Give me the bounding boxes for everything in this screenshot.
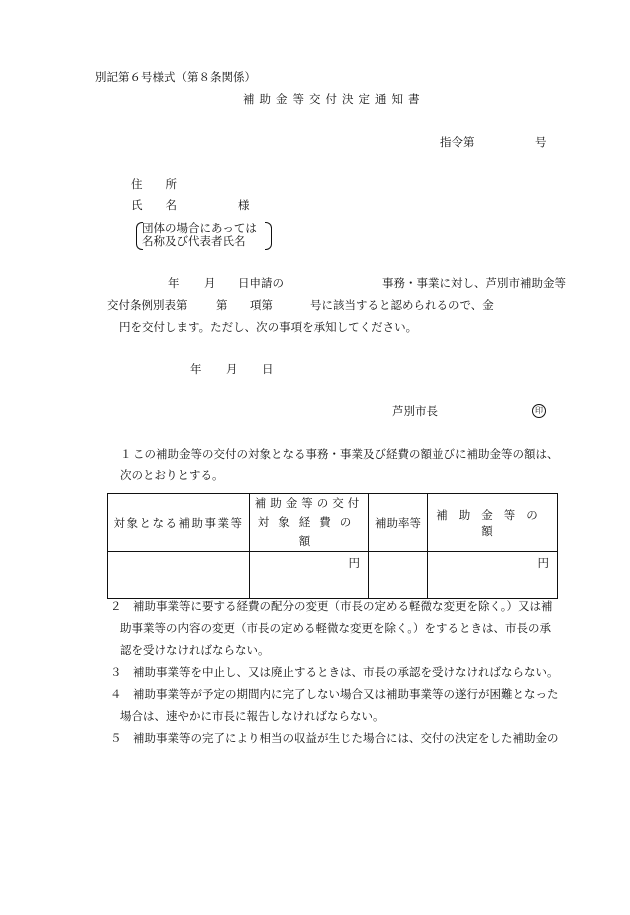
form-reference: 別記第６号様式（第８条関係）	[95, 70, 256, 84]
cell-subsidy-amount: 円	[428, 552, 558, 599]
header-eligible-expense-line1: 補助金等の交付	[254, 496, 364, 510]
item2-line1: 補助事業等に要する経費の配分の変更（市長の定める軽微な変更を除く。）又は補	[133, 599, 553, 613]
organization-note-line1: 団体の場合にあっては	[142, 221, 257, 235]
honorific: 様	[238, 198, 250, 212]
cell-target-project	[108, 552, 250, 599]
header-target-project: 対象となる補助事業等	[108, 494, 250, 552]
table-row	[108, 552, 558, 599]
organization-note-line2: 名称及び代表者氏名	[142, 234, 246, 248]
item2-line2: 助事業等の内容の変更（市長の定める軽微な変更を除く。）をするときは、市長の承	[120, 621, 552, 635]
item1-line1: この補助金等の交付の対象となる事務・事業及び経費の額並びに補助金等の額は、	[133, 447, 559, 461]
cell-eligible-expense: 円	[250, 552, 369, 599]
body-month: 月	[204, 276, 216, 290]
item1-line2: 次のとおりとする。	[120, 468, 224, 482]
item4-number: ４	[110, 687, 122, 701]
body-line2-d: 号に該当すると認められるので、金	[310, 298, 494, 312]
item1-number: １	[120, 447, 132, 461]
item2-line3: 認を受けなければならない。	[120, 643, 270, 657]
body-line2-a: 交付条例別表第	[107, 298, 188, 312]
table-header-row	[108, 494, 558, 552]
address-label: 住 所	[131, 177, 177, 191]
document-title: 補助金等交付決定通知書	[243, 92, 425, 106]
body-line2-c: 項第	[250, 298, 273, 312]
reference-prefix: 指令第	[440, 135, 475, 149]
organization-note	[136, 222, 272, 250]
name-label: 氏 名	[131, 198, 177, 212]
date-day: 日	[262, 362, 274, 376]
right-bracket	[265, 222, 272, 250]
date-year: 年	[190, 362, 202, 376]
item5-number: ５	[110, 731, 122, 745]
header-eligible-expense-line2: 対象経費の額	[257, 515, 361, 548]
date-month: 月	[226, 362, 238, 376]
body-line2-b: 第	[216, 298, 228, 312]
item4-line2: 場合は、速やかに市長に報告しなければならない。	[120, 709, 385, 723]
body-year: 年	[168, 276, 180, 290]
subsidy-table	[107, 493, 558, 599]
seal-mark: 印	[532, 404, 546, 418]
item4-line1: 補助事業等が予定の期間内に完了しない場合又は補助事業等の遂行が困難となった	[133, 687, 559, 701]
header-subsidy-amount: 補助金等の額	[428, 494, 558, 552]
item5-line1: 補助事業等の完了により相当の収益が生じた場合には、交付の決定をした補助金の	[133, 731, 559, 745]
header-eligible-expense	[250, 494, 369, 552]
reference-suffix: 号	[535, 135, 547, 149]
cell-subsidy-rate	[369, 552, 428, 599]
body-line3: 円を交付します。ただし、次の事項を承知してください。	[119, 320, 418, 334]
issuer-title: 芦別市長	[392, 404, 438, 418]
body-day-applied: 日申請の	[238, 276, 284, 290]
body-line1-rest: 事務・事業に対し、芦別市補助金等	[382, 276, 566, 290]
item3-line1: 補助事業等を中止し、又は廃止するときは、市長の承認を受けなければならない。	[133, 665, 559, 679]
item3-number: ３	[110, 665, 122, 679]
item2-number: ２	[110, 599, 122, 613]
header-subsidy-rate: 補助率等	[369, 494, 428, 552]
